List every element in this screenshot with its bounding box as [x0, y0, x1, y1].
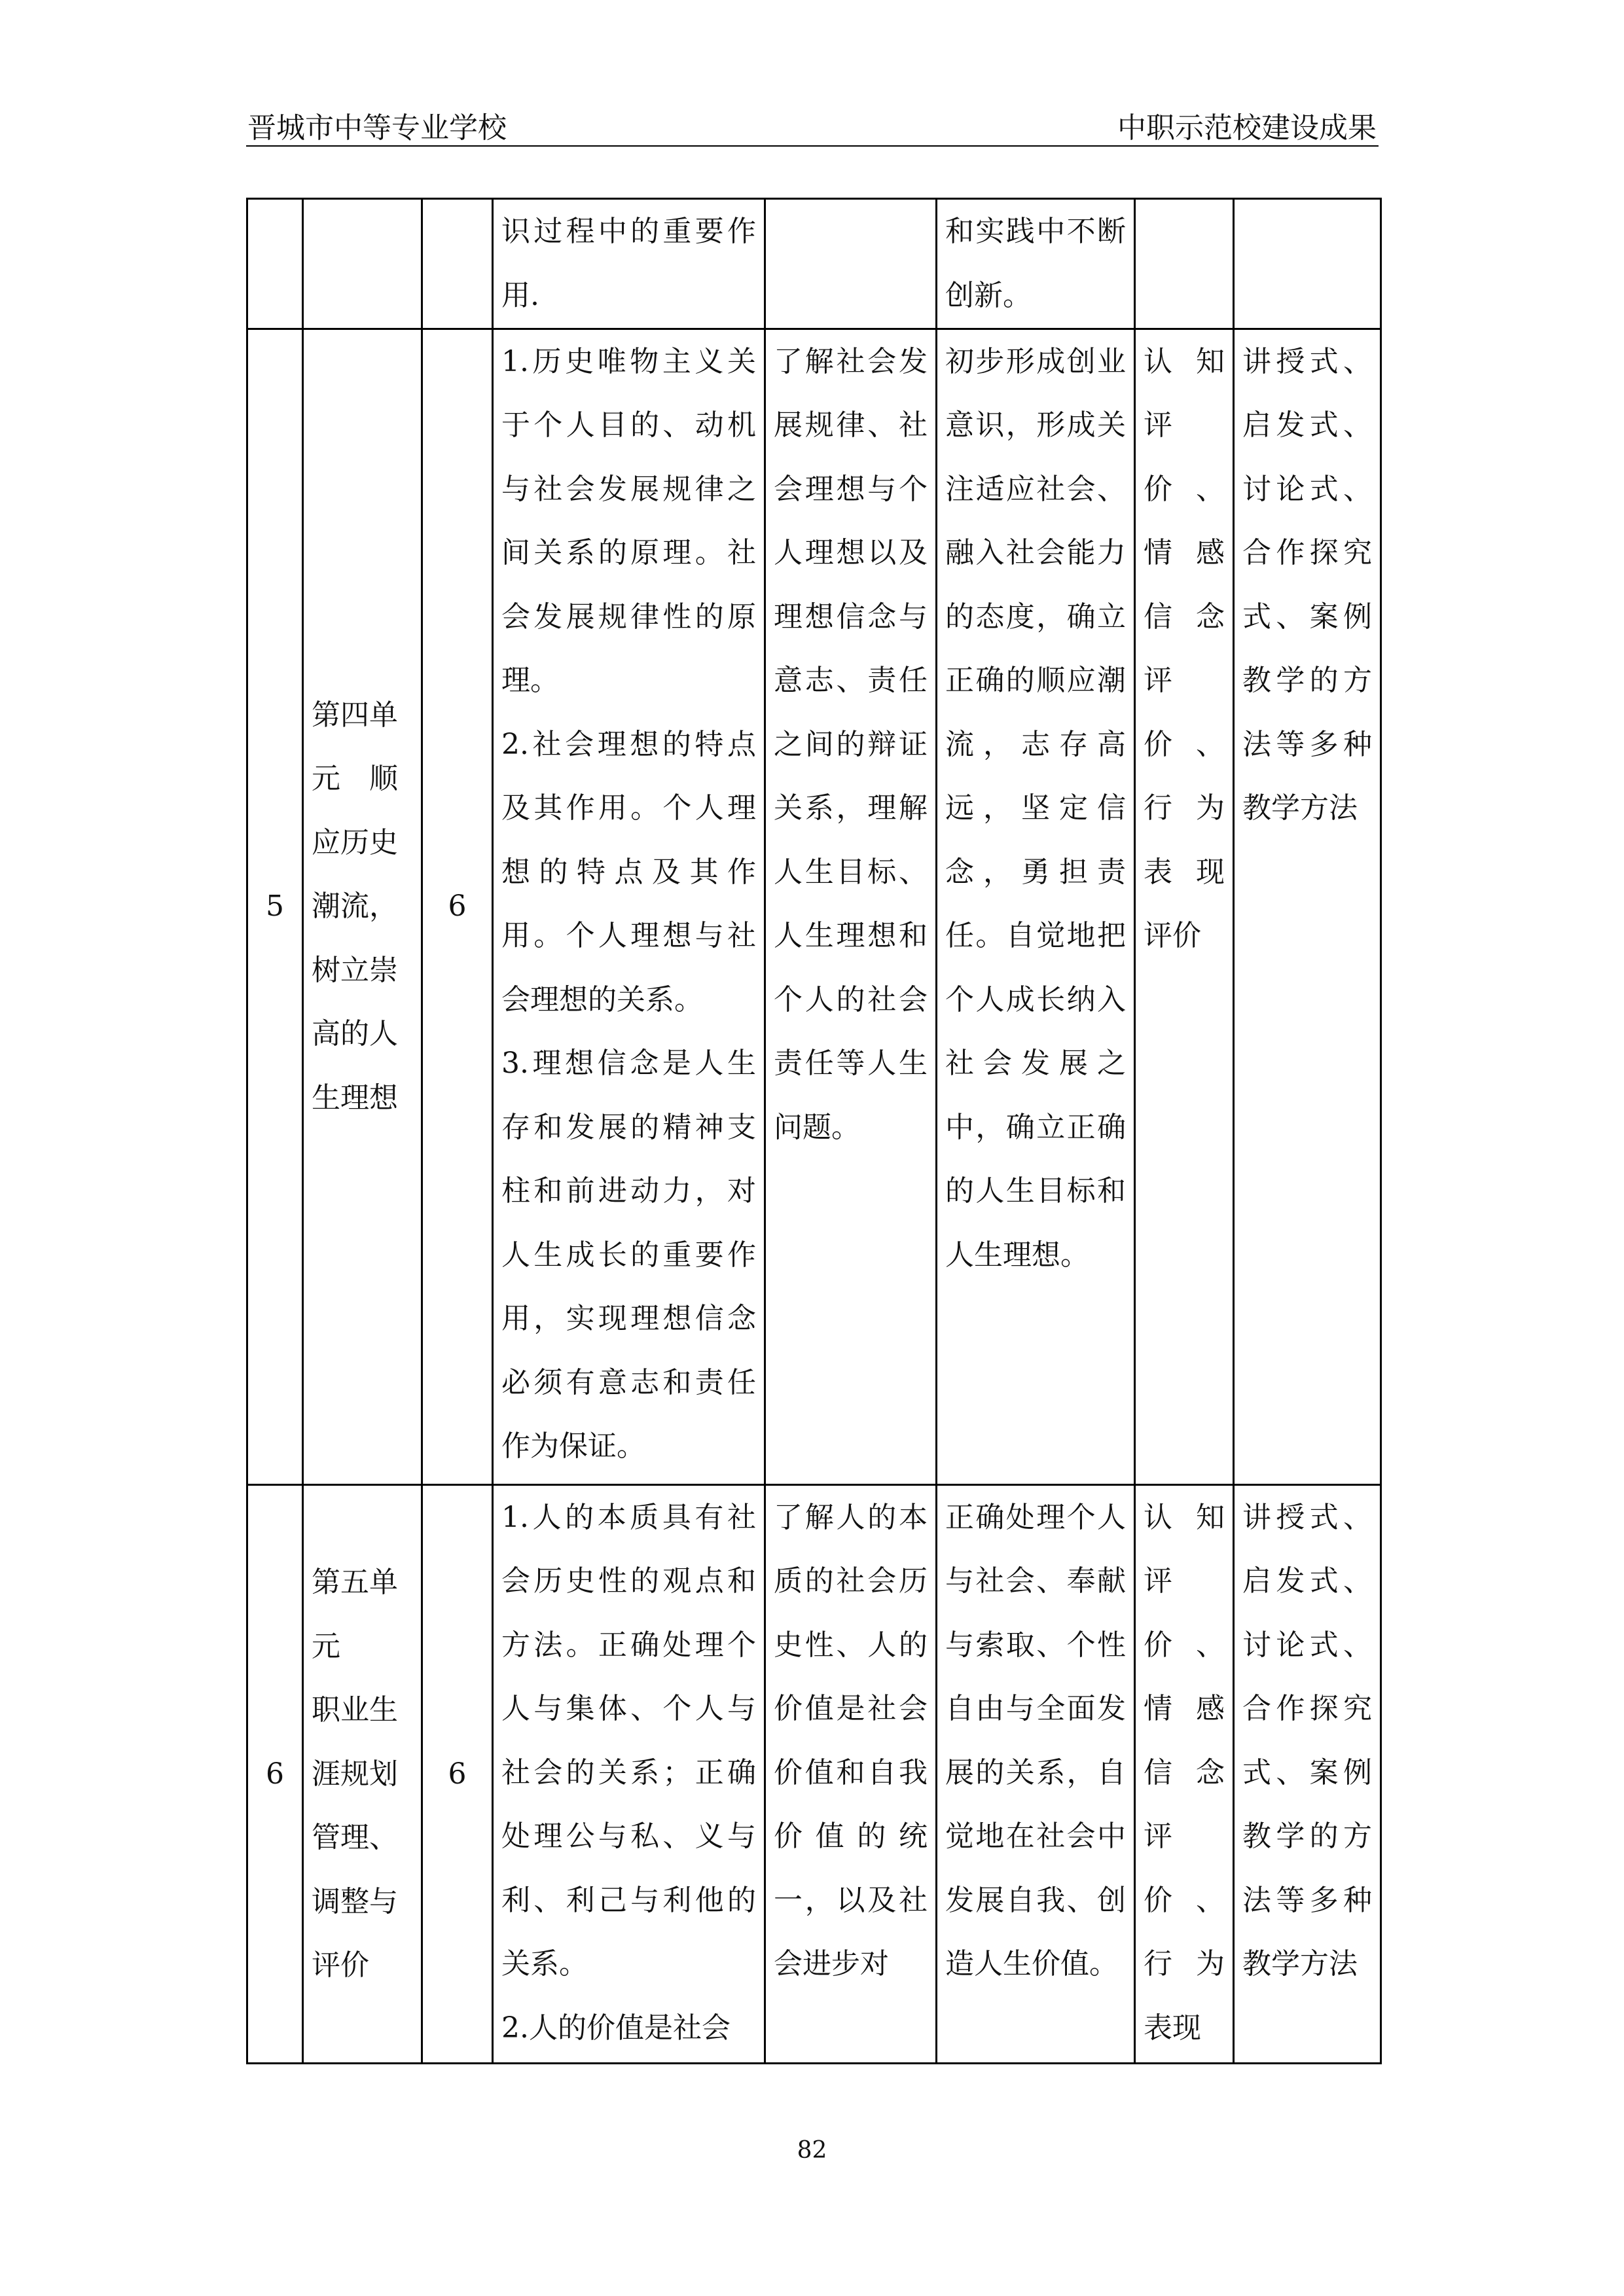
- evaluation-method: 认知评价、情感信念评价、行为表现评价: [1135, 329, 1234, 1484]
- evaluation-method: [1135, 199, 1234, 329]
- content-item: 1.历史唯物主义关于个人目的、动机与社会发展规律之间关系的原理。社会发展规律性的原理。: [501, 344, 756, 698]
- unit-name-line: 第四单: [312, 698, 398, 732]
- row-number: 5: [247, 329, 303, 1484]
- table-row: [247, 1484, 1381, 2063]
- class-hours: 6: [422, 1484, 493, 2063]
- unit-name-line: 职业生: [312, 1693, 398, 1727]
- unit-name-line: 第五单: [312, 1566, 398, 1600]
- unit-name-line: 调整与: [312, 1884, 398, 1918]
- unit-name-line: 高的人: [312, 1017, 398, 1051]
- table-row: [247, 199, 1381, 329]
- unit-name: [303, 329, 422, 1484]
- row-number: 6: [247, 1484, 303, 2063]
- knowledge-goal: [765, 199, 937, 329]
- teaching-method: [1234, 199, 1381, 329]
- attitude-goal: 正确处理个人与社会、奉献与索取、个性自由与全面发展的关系，自觉地在社会中发展自我、创造人生价值。: [937, 1484, 1135, 2063]
- unit-name-line: 树立崇: [312, 953, 398, 987]
- unit-name: [303, 1484, 422, 2063]
- content-item: 3.理想信念是人生存和发展的精神支柱和前进动力，对人生成长的重要作用，实现理想信念必须有意志和责任作为保证。: [501, 1047, 756, 1463]
- teaching-method: 讲授式、启发式、讨论式、合作探究式、案例教学的方法等多种教学方法: [1234, 1484, 1381, 2063]
- knowledge-goal: 了解社会发展规律、社会理想与个人理想以及理想信念与意志、责任之间的辩证关系，理解人生目标、人生理想和个人的社会责任等人生问题。: [765, 329, 937, 1484]
- unit-name-line: 应历史: [312, 825, 398, 859]
- teaching-content: [493, 329, 765, 1484]
- teaching-content: [493, 199, 765, 329]
- unit-name-line: 评价: [312, 1948, 369, 1982]
- unit-name-line: 元 顺: [312, 762, 398, 796]
- unit-name-line: 生理想: [312, 1081, 398, 1115]
- unit-name: [303, 199, 422, 329]
- header-doc-title: 中职示范校建设成果: [1117, 111, 1377, 145]
- content-item: 2.社会理想的特点及其作用。个人理想的特点及其作用。个人理想与社会理想的关系。: [501, 727, 756, 1016]
- content-item: 识过程中的重要作用.: [501, 215, 756, 312]
- curriculum-table: [246, 198, 1382, 2064]
- page-number: 82: [797, 2137, 827, 2164]
- row-number: [247, 199, 303, 329]
- unit-name-line: 元: [312, 1629, 340, 1663]
- class-hours: [422, 199, 493, 329]
- evaluation-method: 认知评价、情感信念评价、行为表现: [1135, 1484, 1234, 2063]
- unit-name-line: 管理、: [312, 1821, 398, 1855]
- teaching-method: 讲授式、启发式、讨论式、合作探究式、案例教学的方法等多种教学方法: [1234, 329, 1381, 1484]
- knowledge-goal: 了解人的本质的社会历史性、人的价值是社会价值和自我价值的统一，以及社会进步对: [765, 1484, 937, 2063]
- unit-name-line: 涯规划: [312, 1757, 398, 1791]
- content-item: 1.人的本质具有社会历史性的观点和方法。正确处理个人与集体、个人与社会的关系；正确处理公与私、义与利、利己与利他的关系。: [501, 1500, 756, 1981]
- class-hours: 6: [422, 329, 493, 1484]
- teaching-content: [493, 1484, 765, 2063]
- attitude-goal: 初步形成创业意识，形成关注适应社会、融入社会能力的态度，确立正确的顺应潮流，志存高远，坚定信念，勇担责任。自觉地把个人成长纳入社会发展之中，确立正确的人生目标和人生理想。: [937, 329, 1135, 1484]
- header-school-name: 晋城市中等专业学校: [247, 111, 507, 145]
- table-row: [247, 329, 1381, 1484]
- attitude-goal: 和实践中不断创新。: [937, 199, 1135, 329]
- content-item: 2.人的价值是社会: [501, 2011, 731, 2045]
- unit-name-line: 潮流，: [312, 889, 398, 924]
- header-rule: [246, 145, 1379, 147]
